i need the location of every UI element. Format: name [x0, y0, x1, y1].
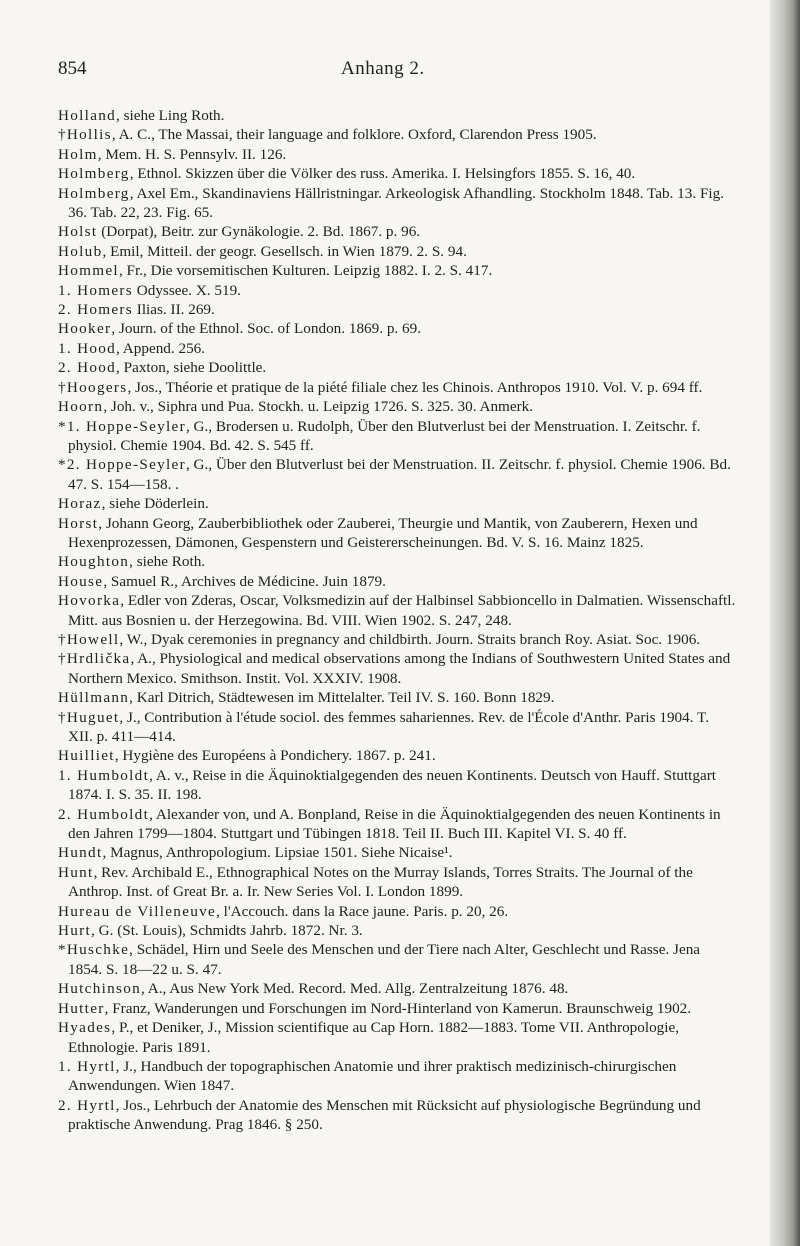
bibliography-entry [58, 746, 736, 765]
entry-author: Houghton [58, 553, 130, 571]
bibliography-entry [58, 552, 736, 571]
entry-author: Holmberg [58, 165, 130, 183]
entry-author: Holland [58, 107, 117, 124]
bibliography-entry [58, 514, 736, 553]
bibliography-entry [58, 1018, 736, 1057]
entry-citation: , G., Brodersen u. Rudolph, Über den Blutverlust bei der Menstruation. I. Zeitschr. f. physiol. Chemie 1904. Bd. 42. S. 545 ff. [68, 417, 701, 454]
entry-author: Hommel [58, 262, 119, 280]
entry-author: †Hoogers [58, 378, 128, 396]
entry-author: 2. Humboldt [58, 805, 150, 823]
entry-author: Hurt [58, 922, 92, 940]
page-number: 854 [58, 58, 87, 79]
entry-author: 1. Humboldt [58, 766, 150, 784]
entry-author: Hooker [58, 320, 112, 338]
entry-citation: , A., Aus New York Med. Record. Med. Allg. Zentralzeitung 1876. 48. [141, 980, 569, 998]
entry-author: 2. Hood [58, 359, 117, 377]
entry-author: *1. Hoppe-Seyler [58, 417, 186, 435]
entry-author: Holst [58, 223, 98, 241]
bibliography-entry [58, 242, 736, 261]
bibliography-entry [58, 979, 736, 998]
facing-page-edge [770, 0, 800, 1246]
entry-author: 1. Hyrtl [58, 1057, 116, 1075]
entry-author: Hutter [58, 999, 105, 1017]
entry-author: 2. Hyrtl [58, 1096, 116, 1114]
entry-citation: , A. v., Reise in die Äquinoktialgegenden des neuen Kontinents. Deutsch von Hauff. Stuttgart 1874. I. S. 35. II. 198. [68, 766, 716, 804]
entry-author: Holmberg [58, 184, 130, 202]
entry-citation: (Dorpat), Beitr. zur Gynäkologie. 2. Bd. 1867. p. 96. [97, 223, 421, 241]
entry-author: 1. Hood [58, 339, 117, 357]
entry-citation: , G., Über den Blutverlust bei der Menstruation. II. Zeitschr. f. physiol. Chemie 1906. Bd. 47. S. 154—158. . [68, 456, 731, 493]
entry-citation: , A., Physiological and medical observations among the Indians of Southwestern United States and Northern Mexico. Smithson. Instit. Vol. XXXIV. 1908. [68, 650, 731, 687]
entry-author: Hovorka [58, 592, 121, 610]
entry-citation: , Alexander von, und A. Bonpland, Reise in die Äquinoktialgegenden des neuen Kontinents in den Jahren 1799—1804. Stuttgart und Tübingen 1818. Teil II. Buch III. Kapitel VI. S. 40 ff. [68, 805, 721, 843]
bibliography-entry [58, 921, 736, 940]
bibliography-entry [58, 630, 736, 649]
entry-citation: , Franz, Wanderungen und Forschungen im Nord-Hinterland von Kamerun. Braunschweig 1902. [104, 999, 692, 1017]
bibliography-entry [58, 863, 736, 902]
entry-citation: , siehe Ling Roth. [116, 107, 225, 124]
bibliography-entry [58, 417, 736, 456]
entry-citation: , Schädel, Hirn und Seele des Menschen und der Tiere nach Alter, Geschlecht und Rasse. Jena 1854. S. 18—22 u. S. 47. [68, 941, 701, 978]
entry-author: Hureau de Villeneuve [58, 902, 217, 920]
bibliography-entry [58, 358, 736, 377]
bibliography-entry [58, 261, 736, 280]
entry-citation: , Paxton, siehe Doolittle. [116, 359, 267, 377]
entry-citation: , Jos., Théorie et pratique de la piété filiale chez les Chinois. Anthropos 1910. Vol. V. p. 694 ff. [127, 378, 703, 396]
entry-citation: , Karl Ditrich, Städtewesen im Mittelalter. Teil IV. S. 160. Bonn 1829. [129, 689, 555, 707]
entry-author: *Huschke [58, 941, 130, 959]
bibliography-entry [58, 455, 736, 494]
entry-author: †Howell [58, 630, 120, 648]
entry-author: Hundt [58, 844, 103, 862]
bibliography-entry [58, 397, 736, 416]
bibliography-entry [58, 300, 736, 319]
entry-citation: , siehe Döderlein. [101, 495, 209, 513]
bibliography-entry [58, 319, 736, 338]
bibliography-entry [58, 999, 736, 1018]
entry-citation: , Append. 256. [116, 339, 206, 357]
bibliography-entry [58, 339, 736, 358]
bibliography-entry [58, 940, 736, 979]
entry-citation: , Edler von Zderas, Oscar, Volksmedizin auf der Halbinsel Sabbioncello in Dalmatien. Wissenschaftl. Mitt. aus Bosnien u. der Herzegowina. Bd. VIII. Wien 1902. S. 247, 248. [68, 592, 736, 629]
entry-citation: , Hygiène des Européens à Pondichery. 1867. p. 241. [114, 747, 436, 765]
bibliography-entry [58, 902, 736, 921]
entry-author: Hunt [58, 863, 94, 881]
bibliography-entry [58, 688, 736, 707]
entry-citation: , Magnus, Anthropologium. Lipsiae 1501. Siehe Nicaise¹. [102, 844, 453, 862]
bibliography-entry [58, 164, 736, 183]
bibliography-entry [58, 591, 736, 630]
entry-citation: , J., Handbuch der topographischen Anatomie und ihrer praktisch medizinisch-chirurgischen Anwendungen. Wien 1847. [68, 1057, 677, 1095]
bibliography-entry [58, 1057, 736, 1096]
bibliography-entry [58, 378, 736, 397]
bibliography-entry [58, 572, 736, 591]
bibliography-entry [58, 222, 736, 241]
entry-author: Hoorn [58, 398, 104, 416]
entry-citation: Odyssee. X. 519. [132, 281, 241, 299]
entry-author: *2. Hoppe-Seyler [58, 456, 186, 474]
bibliography-list [58, 106, 736, 1135]
bibliography-entry [58, 494, 736, 513]
entry-citation: , G. (St. Louis), Schmidts Jahrb. 1872. Nr. 3. [91, 922, 363, 940]
entry-citation: , W., Dyak ceremonies in pregnancy and childbirth. Journ. Straits branch Roy. Asiat. Soc. 1906. [119, 630, 701, 648]
bibliography-entry [58, 843, 736, 862]
running-title: Anhang 2. [341, 58, 425, 79]
entry-citation: , Journ. of the Ethnol. Soc. of London. 1869. p. 69. [111, 320, 421, 338]
entry-author: 1. Homers [58, 281, 133, 299]
entry-citation: , Samuel R., Archives de Médicine. Juin 1879. [103, 572, 386, 590]
entry-citation: , Johann Georg, Zauberbibliothek oder Zauberei, Theurgie und Mantik, von Zauberern, Hexen und Hexenprozessen, Dämonen, Gespenstern und Geistererscheinungen. Bd. V. S. 16. Mainz 1825. [68, 514, 698, 551]
entry-author: House [58, 572, 104, 590]
entry-author: Hüllmann [58, 689, 130, 707]
bibliography-entry [58, 708, 736, 747]
page-header [58, 58, 736, 82]
bibliography-entry [58, 106, 736, 125]
entry-citation: , Emil, Mitteil. der geogr. Gesellsch. in Wien 1879. 2. S. 94. [102, 242, 467, 260]
entry-author: Horaz [58, 495, 102, 513]
bibliography-entry [58, 766, 736, 805]
bibliography-entry [58, 145, 736, 164]
entry-citation: , Rev. Archibald E., Ethnographical Notes on the Murray Islands, Torres Straits. The Journal of the Anthrop. Inst. of Great Br. a. Ir. New Series Vol. I. London 1899. [68, 863, 693, 901]
bibliography-entry [58, 649, 736, 688]
bibliography-entry [58, 184, 736, 223]
entry-author: Holm [58, 145, 98, 163]
entry-citation: , J., Contribution à l'étude sociol. des femmes sahariennes. Rev. de l'École d'Anthr. Paris 1904. T. XII. p. 411—414. [68, 708, 709, 745]
entry-author: 2. Homers [58, 301, 133, 319]
entry-citation: , P., et Deniker, J., Mission scientifique au Cap Horn. 1882—1883. Tome VII. Anthropologie, Ethnologie. Paris 1891. [68, 1019, 680, 1056]
bibliography-entry [58, 281, 736, 300]
bibliography-entry [58, 125, 736, 144]
entry-author: Hyades [58, 1019, 112, 1037]
entry-citation: , Mem. H. S. Pennsylv. II. 126. [97, 145, 287, 163]
entry-citation: Ilias. II. 269. [132, 301, 215, 319]
entry-citation: , Ethnol. Skizzen über die Völker des russ. Amerika. I. Helsingfors 1855. S. 16, 40. [129, 165, 636, 183]
bibliography-entry [58, 805, 736, 844]
entry-author: Hutchinson [58, 980, 142, 998]
entry-citation: , Fr., Die vorsemitischen Kulturen. Leipzig 1882. I. 2. S. 417. [118, 262, 493, 280]
bibliography-entry [58, 1096, 736, 1135]
entry-citation: , l'Accouch. dans la Race jaune. Paris. p. 20, 26. [216, 902, 509, 920]
entry-author: †Hollis [58, 126, 112, 144]
entry-author: †Huguet [58, 708, 120, 726]
entry-citation: , Axel Em., Skandinaviens Hällristningar. Arkeologisk Afhandling. Stockholm 1848. Tab. 13. Fig. 36. Tab. 22, 23. Fig. 65. [68, 184, 725, 222]
entry-citation: , siehe Roth. [129, 553, 206, 571]
entry-author: †Hrdlička [58, 650, 131, 668]
entry-author: Holub [58, 242, 103, 260]
entry-author: Huilliet [58, 747, 115, 765]
entry-citation: , Joh. v., Siphra und Pua. Stockh. u. Leipzig 1726. S. 325. 30. Anmerk. [103, 398, 534, 416]
entry-citation: , Jos., Lehrbuch der Anatomie des Menschen mit Rücksicht auf physiologische Begründung und praktische Anwendung. Prag 1846. § 250. [68, 1096, 701, 1134]
entry-author: Horst [58, 514, 99, 532]
entry-citation: , A. C., The Massai, their language and folklore. Oxford, Clarendon Press 1905. [111, 126, 597, 144]
